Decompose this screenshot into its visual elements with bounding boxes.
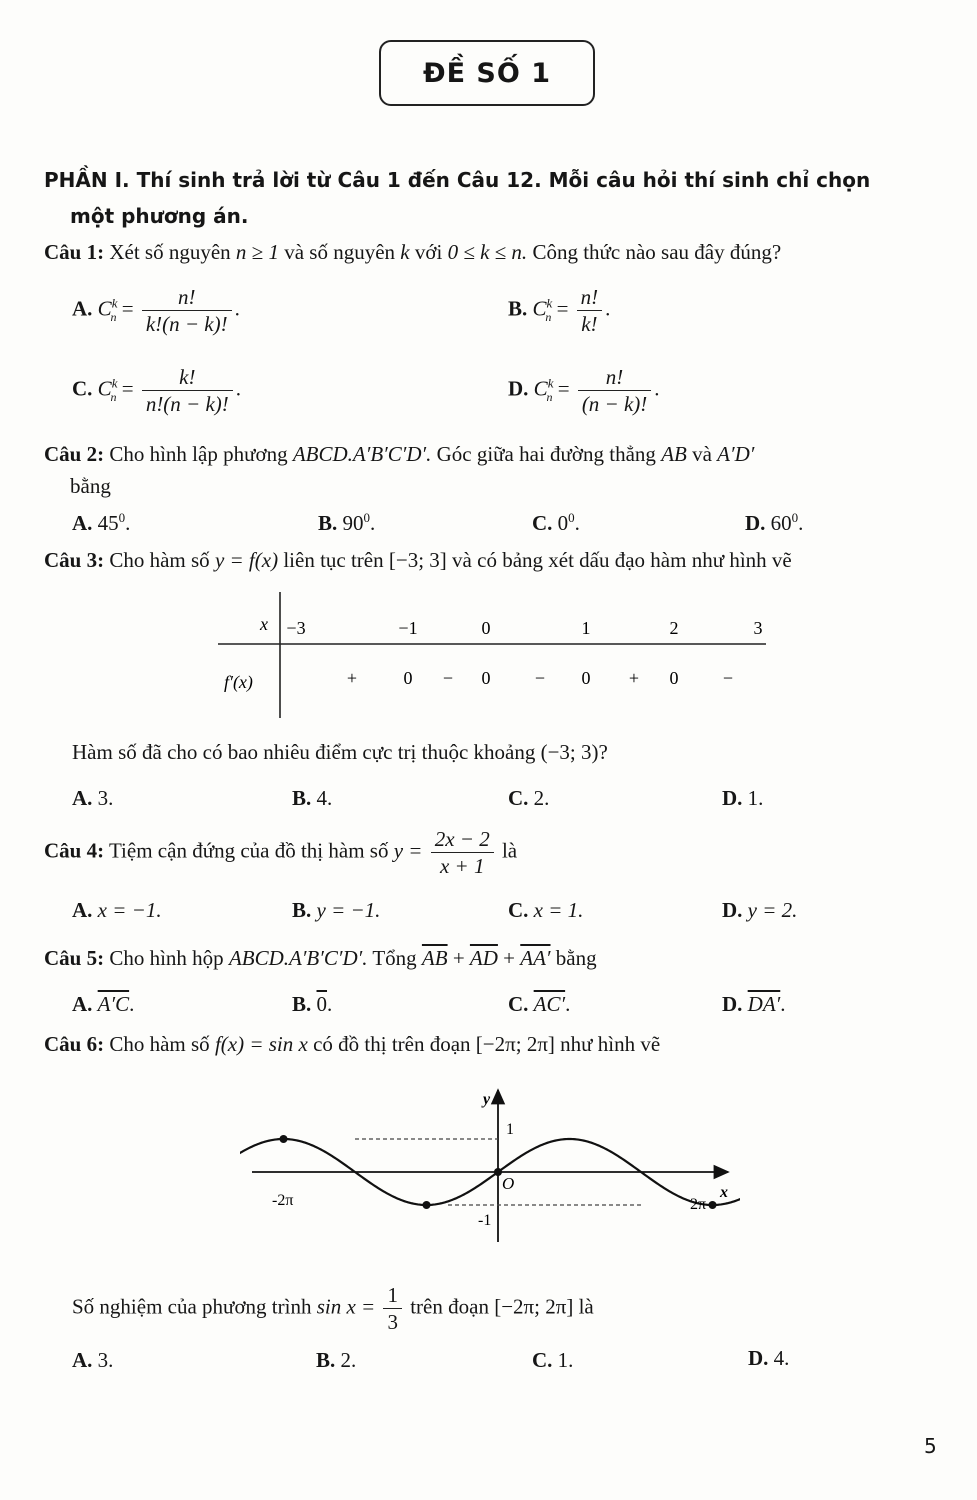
option-vector: A′C [97, 992, 130, 1016]
option-value: 60 [770, 511, 792, 535]
option-vector: AC′ [533, 992, 566, 1016]
x-value: −1 [398, 618, 418, 638]
q1-math: 0 ≤ k ≤ n. [447, 240, 528, 264]
sign-value: 0 [581, 668, 591, 688]
q5-text: Tổng [372, 946, 417, 970]
table-head-x: x [260, 614, 268, 634]
x-value: 0 [481, 618, 491, 638]
q6-option-d[interactable] [748, 1346, 789, 1371]
numerator: n! [580, 285, 599, 309]
q1-b-sub: n [545, 309, 552, 324]
q1-option-d[interactable]: D. $C^k_n$ = $\frac{n!}{(n - k)!}$ . [508, 365, 660, 417]
option-value: 1. [557, 1348, 574, 1372]
q5-option-b[interactable] [292, 992, 332, 1017]
x-value: 2 [669, 618, 679, 638]
q3-option-a[interactable] [72, 786, 113, 811]
pos-2pi-label: 2π [690, 1196, 707, 1213]
q1-stem [44, 240, 781, 265]
neg-2pi-label: -2π [272, 1192, 294, 1209]
x-value: 1 [581, 618, 591, 638]
degree-sup: 0 [363, 510, 371, 525]
option-value: 90 [342, 511, 364, 535]
vector-ab: $\overline{AB}$ [421, 946, 448, 970]
q1-a-sub: n [110, 309, 117, 324]
sign-value: + [346, 668, 358, 688]
q1-b-fraction [577, 284, 603, 338]
q5-text: Cho hình hộp [109, 946, 224, 970]
q5-stem [44, 946, 597, 971]
sign-value: 0 [481, 668, 491, 688]
exam-title: ĐỀ SỐ 1 [422, 57, 552, 89]
option-value: 45 [97, 511, 119, 535]
q2-text: Góc giữa hai đường thẳng [436, 442, 656, 466]
q1-text: với [414, 240, 443, 264]
option-label: A. [72, 786, 93, 810]
q6-math: [−2π; 2π] [475, 1032, 555, 1056]
q3-math: [−3; 3] [388, 548, 447, 572]
x-value: 3 [753, 618, 763, 638]
q6-question-math: [−2π; 2π] [494, 1294, 574, 1319]
q2-math: ABCD.A′B′C′D′. [292, 442, 432, 466]
q5-option-a[interactable] [72, 992, 134, 1017]
q1-a-c: C [97, 296, 112, 321]
option-label: B. [318, 511, 338, 535]
sign-value: − [442, 668, 454, 688]
q1-text: và số nguyên [284, 240, 396, 264]
origin-label: O [502, 1174, 515, 1193]
sign-value: 0 [403, 668, 413, 688]
q2-text: và [692, 442, 712, 466]
q6-label: Câu 6: [44, 1032, 105, 1056]
option-label: D. [508, 376, 529, 401]
q1-option-a[interactable]: A. $C^k_n$ = $\frac{n!}{k!(n - k)!}$ . [72, 285, 240, 337]
q6-option-b[interactable] [316, 1348, 356, 1373]
option-tail: . [780, 992, 786, 1016]
option-value: x = 1. [533, 898, 584, 922]
part1-heading: PHẦN I. Thí sinh trả lời từ Câu 1 đến Câu 12. Mỗi câu hỏi thí sinh chỉ chọn [44, 168, 871, 192]
option-vector: DA′ [747, 992, 781, 1016]
q1-text: Xét số nguyên [109, 240, 231, 264]
q3-math: y = f(x) [214, 548, 279, 572]
q1-option-c[interactable]: C. $C^k_n$ = $\frac{k!}{n!(n - k)!}$ . [72, 365, 242, 417]
q6-text: như hình vẽ [560, 1032, 661, 1056]
q3-text: Cho hàm số [109, 548, 210, 572]
degree-sup: 0 [118, 510, 126, 525]
y-label: y [483, 1091, 491, 1108]
option-label: A. [72, 511, 93, 535]
q3-stem [44, 548, 792, 573]
table-head-fprime: f′(x) [224, 672, 253, 692]
sine-graph [240, 1082, 740, 1252]
option-label: C. [532, 511, 553, 535]
option-value: y = −1. [316, 898, 381, 922]
q4-option-a[interactable] [72, 898, 162, 923]
option-value: 4. [316, 786, 333, 810]
q6-text: Cho hàm số [109, 1032, 210, 1056]
q6-fraction [383, 1282, 402, 1336]
q2-math: A′D′ [717, 442, 755, 466]
q6-stem [44, 1032, 660, 1057]
q2-option-a[interactable]: A. $45^0$. [72, 510, 131, 535]
q2-option-b[interactable]: B. $90^0$. [318, 510, 376, 535]
option-label: A. [72, 1348, 93, 1372]
q4-math: y = [393, 838, 423, 863]
q3-option-d[interactable] [722, 786, 763, 811]
one-label: 1 [506, 1121, 514, 1138]
option-label: A. [72, 296, 93, 321]
option-label: B. [292, 898, 312, 922]
q2-option-c[interactable]: C. $0^0$. [532, 510, 580, 535]
q5-math: ABCD.A′B′C′D′. [228, 946, 368, 970]
q6-question-text: trên đoạn [410, 1294, 489, 1319]
q1-b-sup: k [546, 295, 553, 311]
plus-sign: + [503, 946, 516, 970]
title-box [379, 40, 595, 106]
q2-math: AB [661, 442, 687, 466]
numerator: k! [179, 365, 196, 389]
x-values [286, 618, 762, 638]
q1-option-b[interactable]: B. $C^k_n$ = $\frac{n!}{k!}$ . [508, 285, 611, 337]
minus-one-label: -1 [478, 1212, 492, 1229]
option-label: D. [722, 992, 743, 1016]
q1-d-sub: n [546, 389, 553, 404]
sign-value: + [628, 668, 640, 688]
q6-question [72, 1282, 594, 1336]
q3-question-text: Hàm số đã cho có bao nhiêu điểm cực trị thuộc khoảng [72, 740, 536, 764]
q1-math: n ≥ 1 [235, 240, 279, 264]
q1-label: Câu 1: [44, 240, 105, 264]
q4-option-c[interactable] [508, 898, 583, 923]
q1-d-sup: k [547, 375, 554, 391]
page-number: 5 [924, 1434, 937, 1458]
q6-question-text: Số nghiệm của phương trình [72, 1294, 312, 1319]
q3-question-math: (−3; 3)? [540, 740, 608, 764]
degree-sup: 0 [568, 510, 575, 525]
q6-text: có đồ thị trên đoạn [313, 1032, 471, 1056]
sign-table [210, 592, 780, 722]
numerator: 1 [383, 1282, 402, 1309]
part1-heading-cont: một phương án. [70, 204, 249, 228]
q4-stem [44, 826, 517, 880]
degree-sup: 0 [791, 510, 799, 525]
option-value: 3. [97, 786, 114, 810]
option-label: B. [292, 992, 312, 1016]
q3-option-b[interactable] [292, 786, 332, 811]
denominator: 3 [387, 1310, 398, 1335]
plus-sign: + [452, 946, 465, 970]
q3-option-c[interactable] [508, 786, 549, 811]
option-label: C. [508, 898, 529, 922]
denominator: k! [581, 312, 598, 337]
q1-text: Công thức nào sau đây đúng? [532, 240, 782, 264]
option-label: C. [532, 1348, 553, 1372]
sign-value: 0 [669, 668, 679, 688]
q6-question-math: sin x = [316, 1294, 376, 1319]
option-label: C. [508, 786, 529, 810]
denominator: x + 1 [439, 854, 485, 879]
option-value: 4. [773, 1346, 790, 1370]
q6-option-a[interactable] [72, 1348, 113, 1373]
option-label: A. [72, 898, 93, 922]
vector-aa1: AA′ [520, 946, 551, 970]
q1-c-sub: n [110, 389, 117, 404]
option-vector: 0 [316, 992, 328, 1016]
denominator: k!(n − k)! [145, 312, 228, 337]
option-label: D. [745, 511, 766, 535]
option-label: D. [722, 898, 743, 922]
q1-math: k [400, 240, 410, 264]
sign-value: − [722, 668, 734, 688]
q3-text: và có bảng xét dấu đạo hàm như hình vẽ [452, 548, 792, 572]
x-label: x [720, 1184, 728, 1201]
q1-c-fraction [142, 364, 233, 418]
option-value: x = −1. [97, 898, 162, 922]
q3-text: liên tục trên [283, 548, 384, 572]
q5-label: Câu 5: [44, 946, 105, 970]
q4-option-b[interactable] [292, 898, 380, 923]
option-label: A. [72, 992, 93, 1016]
q4-label: Câu 4: [44, 838, 105, 863]
q5-option-d[interactable] [722, 992, 786, 1017]
option-value: y = 2. [747, 898, 798, 922]
q2-text: Cho hình lập phương [109, 442, 288, 466]
option-tail: . [565, 992, 571, 1016]
numerator: 2x − 2 [434, 827, 490, 851]
option-value: 1. [747, 786, 764, 810]
denominator: (n − k)! [581, 392, 648, 417]
q1-d-fraction [578, 364, 651, 418]
option-tail: . [327, 992, 333, 1016]
option-label: D. [748, 1346, 769, 1370]
option-label: C. [72, 376, 93, 401]
q1-a-sup: k [111, 295, 118, 311]
q2-option-d[interactable]: D. $60^0$. [745, 510, 804, 535]
option-label: B. [508, 296, 528, 321]
q1-c-sup: k [111, 375, 118, 391]
key-point [423, 1201, 431, 1209]
q6-question-text: là [578, 1294, 594, 1319]
option-tail: . [129, 992, 135, 1016]
q3-question [72, 740, 608, 765]
q4-text: là [501, 838, 518, 863]
option-value: 2. [340, 1348, 357, 1372]
q4-fraction [431, 826, 494, 880]
q5-text: bằng [555, 946, 597, 970]
q2-stem [44, 442, 754, 467]
sign-value: − [534, 668, 546, 688]
key-point [709, 1201, 717, 1209]
option-value: 0 [557, 511, 569, 535]
q1-d-c: C [533, 376, 548, 401]
vector-ad: $\overline{AD}$ [469, 946, 498, 970]
option-label: B. [316, 1348, 336, 1372]
q4-option-d[interactable] [722, 898, 797, 923]
numerator: n! [177, 285, 196, 309]
sign-values [347, 668, 733, 688]
q4-text: Tiệm cận đứng của đồ thị hàm số [108, 838, 389, 863]
option-value: 2. [533, 786, 550, 810]
numerator: n! [605, 365, 624, 389]
q1-a-fraction [142, 284, 232, 338]
option-label: B. [292, 786, 312, 810]
q6-option-c[interactable] [532, 1348, 573, 1373]
q6-math: f(x) = sin x [214, 1032, 308, 1056]
q5-option-c[interactable] [508, 992, 570, 1017]
key-point [280, 1135, 288, 1143]
q1-b-c: C [532, 296, 547, 321]
q2-stem-cont: bằng [70, 474, 111, 498]
x-value: −3 [286, 618, 306, 638]
q2-label: Câu 2: [44, 442, 105, 466]
q1-c-c: C [97, 376, 112, 401]
key-point [494, 1168, 502, 1176]
option-value: 3. [97, 1348, 114, 1372]
option-label: C. [508, 992, 529, 1016]
option-label: D. [722, 786, 743, 810]
denominator: n!(n − k)! [145, 392, 229, 417]
q3-label: Câu 3: [44, 548, 105, 572]
